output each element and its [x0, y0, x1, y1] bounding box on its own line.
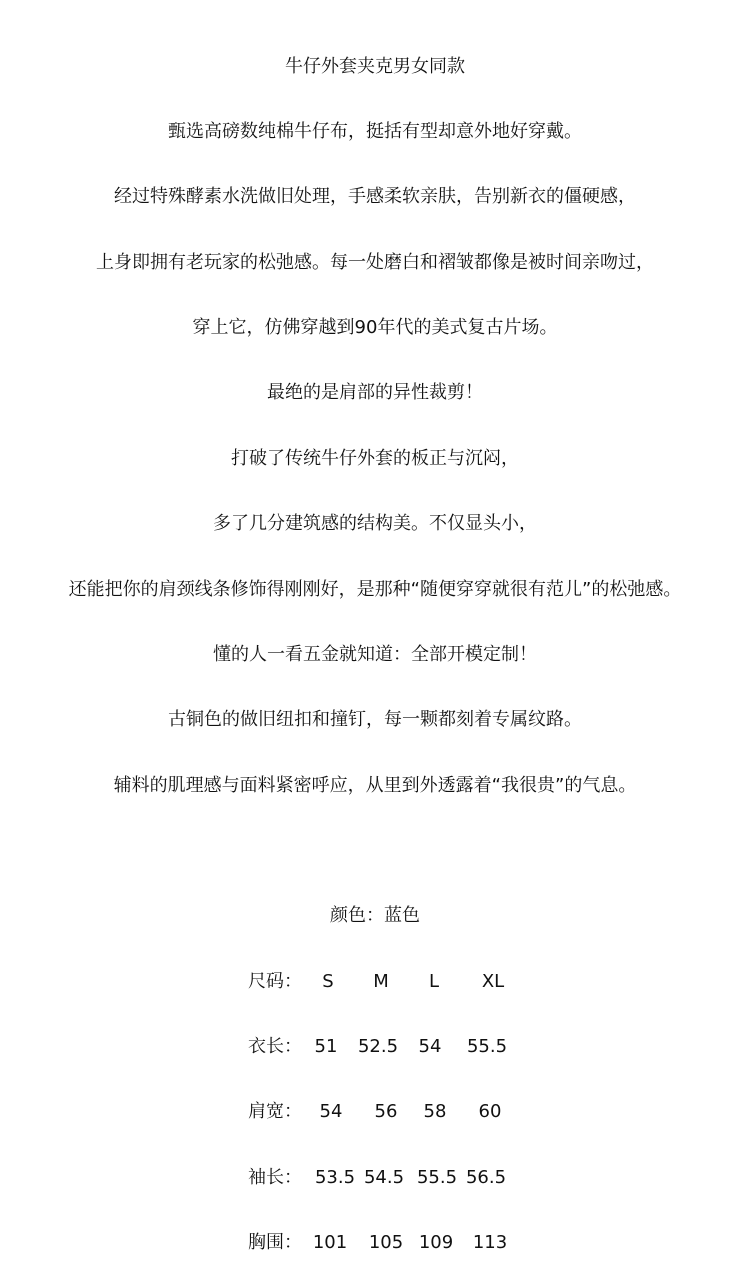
chest-value: 113: [472, 1232, 508, 1253]
length-value: 52.5: [357, 1036, 399, 1057]
size-l: L: [428, 971, 440, 992]
color-line: 颜色：蓝色: [330, 905, 420, 926]
shoulder-value: 54: [319, 1101, 343, 1122]
chest-label: 胸围：: [248, 1232, 302, 1253]
sleeve-value: 54.5: [363, 1167, 405, 1188]
shoulder-label: 肩宽：: [248, 1101, 302, 1122]
description-line-10: 古铜色的做旧纽扣和撞钉，每一颗都刻着专属纹路。: [168, 709, 582, 730]
shoulder-value: 60: [478, 1101, 502, 1122]
description-line-5: 最绝的是肩部的异性裁剪！: [267, 382, 483, 403]
sleeve-value: 53.5: [314, 1167, 356, 1188]
chest-row: [0, 1231, 750, 1255]
size-m: M: [373, 971, 389, 992]
sleeve-label: 袖长：: [248, 1167, 302, 1188]
length-row: [0, 1035, 750, 1059]
description-line-4: 穿上它，仿佛穿越到90年代的美式复古片场。: [192, 317, 558, 338]
size-xl: XL: [481, 971, 505, 992]
size-row: [0, 970, 750, 994]
description-line-8: 还能把你的肩颈线条修饰得刚刚好，是那种“随便穿穿就很有范儿”的松弛感。: [68, 579, 682, 600]
length-label: 衣长：: [248, 1036, 302, 1057]
chest-value: 101: [312, 1232, 348, 1253]
length-value: 51: [314, 1036, 338, 1057]
description-line-7: 多了几分建筑感的结构美。不仅显头小，: [213, 513, 537, 534]
description-line-9: 懂的人一看五金就知道：全部开模定制！: [213, 644, 537, 665]
description-line-11: 辅料的肌理感与面料紧密呼应，从里到外透露着“我很贵”的气息。: [113, 775, 637, 796]
description-line-1: 甄选高磅数纯棉牛仔布，挺括有型却意外地好穿戴。: [168, 121, 582, 142]
product-title: 牛仔外套夹克男女同款: [285, 56, 465, 77]
length-value: 55.5: [466, 1036, 508, 1057]
chest-value: 109: [418, 1232, 454, 1253]
description-line-6: 打破了传统牛仔外套的板正与沉闷，: [231, 448, 519, 469]
shoulder-value: 58: [423, 1101, 447, 1122]
sleeve-value: 55.5: [416, 1167, 458, 1188]
description-line-3: 上身即拥有老玩家的松弛感。每一处磨白和褶皱都像是被时间亲吻过，: [96, 252, 654, 273]
length-value: 54: [418, 1036, 442, 1057]
size-label: 尺码：: [248, 971, 302, 992]
description-line-2: 经过特殊酵素水洗做旧处理，手感柔软亲肤，告别新衣的僵硬感，: [114, 186, 636, 207]
sleeve-row: [0, 1166, 750, 1190]
shoulder-row: [0, 1100, 750, 1124]
sleeve-value: 56.5: [465, 1167, 507, 1188]
shoulder-value: 56: [374, 1101, 398, 1122]
chest-value: 105: [368, 1232, 404, 1253]
size-s: S: [322, 971, 334, 992]
